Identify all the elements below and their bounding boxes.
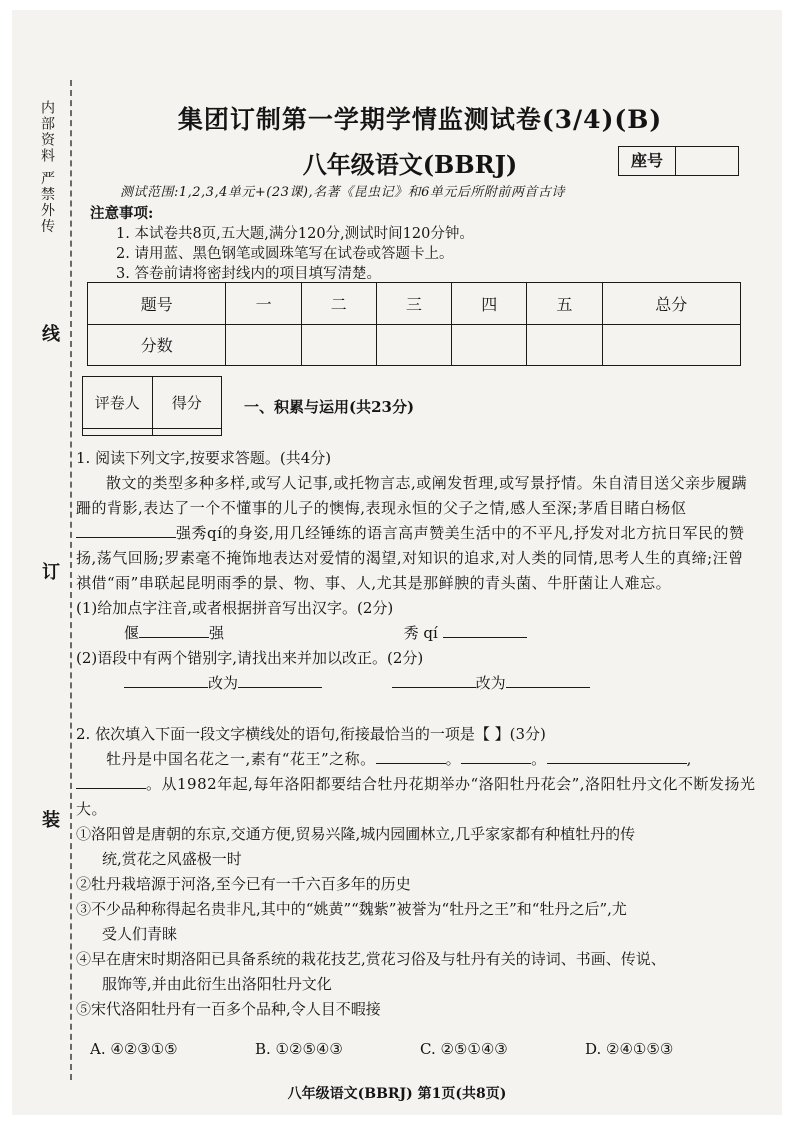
question-1 bbox=[76, 446, 756, 696]
q1-sub2-wrong-1[interactable] bbox=[124, 673, 208, 688]
q2-choices bbox=[90, 1040, 750, 1058]
grader-header: 评卷人 bbox=[83, 377, 153, 429]
q1-passage-part1: 散文的类型多种多样,或写人记事,或托物言志,或阐发哲理,或写景抒情。朱自清目送父亲步履蹒跚的背影,表达了一个不懂事的儿子的懊悔,表现永恒的父子之情,感人至深;茅盾目睹白杨伛 bbox=[76, 474, 748, 517]
q1-sub2-answers bbox=[76, 671, 756, 696]
q1-sub1-blank-a[interactable] bbox=[139, 623, 209, 638]
q2-option-cont: 受人们青睐 bbox=[102, 925, 178, 943]
side-confidential-label: 内部资料 严禁外传 bbox=[39, 100, 55, 235]
score-header-cell: 四 bbox=[452, 283, 527, 325]
side-char-ding: 订 bbox=[42, 562, 60, 583]
side-char-xian: 线 bbox=[42, 324, 60, 345]
score-header-cell: 题号 bbox=[88, 283, 226, 325]
grader-header: 得分 bbox=[152, 377, 222, 429]
notes-item: 1. 本试卷共8页,五大题,满分120分,测试时间120分钟。 bbox=[116, 226, 474, 242]
choice-b[interactable]: B. ①②⑤④③ bbox=[255, 1040, 343, 1058]
notes-item: 3. 答卷前请将密封线内的项目填写清楚。 bbox=[116, 266, 381, 282]
q2-stem: 2. 依次填入下面一段文字横线处的语句,衔接最恰当的一项是【 】(3分) bbox=[76, 725, 546, 743]
choice-a[interactable]: A. ④②③①⑤ bbox=[90, 1040, 178, 1058]
q2-blank-3[interactable] bbox=[547, 749, 617, 764]
test-scope: 测试范围:1,2,3,4单元+(23课),名著《昆虫记》和6单元后所附前两首古诗 bbox=[120, 185, 565, 200]
score-header-cell: 二 bbox=[301, 283, 376, 325]
q2-option: ④早在唐宋时期洛阳已具备系统的栽花技艺,赏花习俗及与牡丹有关的诗词、书画、传说、 bbox=[76, 950, 666, 968]
notes-heading: 注意事项: bbox=[90, 205, 154, 222]
grader-cell[interactable] bbox=[83, 429, 153, 436]
exam-title: 集团订制第一学期学情监测试卷(3/4)(B) bbox=[177, 105, 663, 134]
q2-blank-5[interactable] bbox=[76, 774, 146, 789]
choice-c[interactable]: C. ②⑤①④③ bbox=[420, 1040, 508, 1058]
q2-passage: 牡丹是中国名花之一,素有“花王”之称。 。 。 ,。从1982年起,每年洛阳都要结合牡丹花期举办“洛阳牡丹花会”,洛阳牡丹文化不断发扬光大。 bbox=[76, 750, 756, 818]
page-footer: 八年级语文(BBRJ) 第1页(共8页) bbox=[287, 1086, 507, 1102]
q2-option-cont: 服饰等,并由此衍生出洛阳牡丹文化 bbox=[102, 975, 332, 993]
q2-blank-4[interactable] bbox=[617, 749, 687, 764]
q1-sub2: (2)语段中有两个错别字,请找出来并加以改正。(2分) bbox=[76, 649, 424, 667]
score-cell[interactable] bbox=[452, 324, 527, 366]
q2-option: ①洛阳曾是唐朝的东京,交通方便,贸易兴隆,城内园圃林立,几乎家家都有种植牡丹的传 bbox=[76, 825, 636, 843]
choice-d[interactable]: D. ②④①⑤③ bbox=[585, 1040, 674, 1058]
question-2 bbox=[76, 722, 756, 1022]
score-header-cell: 三 bbox=[376, 283, 451, 325]
score-header-cell: 总分 bbox=[602, 283, 741, 325]
q1-sub1: (1)给加点字注音,或者根据拼音写出汉字。(2分) bbox=[76, 599, 394, 617]
q1-sub1-char-a: 偃 bbox=[124, 624, 140, 642]
q1-passage bbox=[76, 471, 756, 596]
q1-sub1-answers bbox=[76, 621, 756, 646]
q2-blank-1[interactable] bbox=[376, 749, 446, 764]
q1-sub2-gai-2: 改为 bbox=[475, 674, 506, 692]
score-table-score-row bbox=[88, 324, 741, 366]
q1-sub2-right-1[interactable] bbox=[238, 673, 322, 688]
q1-sub1-char-c: 秀 qí bbox=[403, 624, 438, 642]
side-char-zhuang: 装 bbox=[42, 810, 60, 831]
binding-dashed-line bbox=[70, 80, 72, 1080]
notes-item: 2. 请用蓝、黑色钢笔或圆珠笔写在试卷或答题卡上。 bbox=[116, 246, 454, 262]
score-table-header-row bbox=[88, 283, 741, 325]
q2-blank-2[interactable] bbox=[461, 749, 531, 764]
q2-option: ③不少品种称得起名贵非凡,其中的“姚黄”“魏紫”被誉为“牡丹之王”和“牡丹之后”,尤 bbox=[76, 900, 627, 918]
q1-passage-blank[interactable] bbox=[76, 523, 176, 538]
score-cell[interactable] bbox=[527, 324, 602, 366]
score-cell[interactable] bbox=[226, 324, 301, 366]
score-table bbox=[87, 282, 741, 366]
q1-sub2-gai-1: 改为 bbox=[208, 674, 239, 692]
q2-option-cont: 统,赏花之风盛极一时 bbox=[102, 850, 242, 868]
seat-number-box bbox=[618, 146, 739, 176]
score-header-cell: 五 bbox=[527, 283, 602, 325]
score-row-label: 分数 bbox=[88, 324, 226, 366]
score-cell[interactable] bbox=[376, 324, 451, 366]
seat-number-field[interactable] bbox=[676, 147, 738, 175]
notes-section bbox=[90, 204, 770, 284]
q1-sub2-wrong-2[interactable] bbox=[392, 673, 476, 688]
q1-sub1-blank-c[interactable] bbox=[443, 623, 527, 638]
grader-table bbox=[82, 376, 222, 436]
grader-cell[interactable] bbox=[152, 429, 222, 436]
q1-sub1-char-b: 强 bbox=[209, 624, 225, 642]
section-1-title: 一、积累与运用(共23分) bbox=[244, 398, 415, 416]
score-header-cell: 一 bbox=[226, 283, 301, 325]
q2-passage-part2: 。从1982年起,每年洛阳都要结合牡丹花期举办“洛阳牡丹花会”,洛阳牡丹文化不断发扬光大。 bbox=[76, 775, 756, 818]
q2-option: ②牡丹栽培源于河洛,至今已有一千六百多年的历史 bbox=[76, 875, 411, 893]
q2-option: ⑤宋代洛阳牡丹有一百多个品种,令人目不暇接 bbox=[76, 1000, 381, 1018]
q1-stem: 1. 阅读下列文字,按要求答题。(共4分) bbox=[76, 449, 332, 467]
seat-label: 座号 bbox=[619, 147, 676, 175]
score-cell[interactable] bbox=[301, 324, 376, 366]
q2-passage-part1: 牡丹是中国名花之一,素有“花王”之称。 bbox=[106, 750, 376, 768]
q1-passage-part2: 强秀qí的身姿,用几经锤练的语言高声赞美生活中的不平凡,抒发对北方抗日军民的赞扬,荡气回肠;罗素毫不掩饰地表达对爱情的渴望,对知识的追求,对人类的同情,思考人生的真缔;汪曾祺借“雨”串联起昆明雨季的景、物、事、人,尤其是那鲜腴的青头菌、牛肝菌让人难忘。 bbox=[76, 524, 745, 592]
q1-sub2-right-2[interactable] bbox=[506, 673, 590, 688]
q2-option-list bbox=[76, 822, 756, 1022]
score-cell[interactable] bbox=[602, 324, 741, 366]
exam-subtitle: 八年级语文(BBRJ) bbox=[302, 150, 518, 179]
